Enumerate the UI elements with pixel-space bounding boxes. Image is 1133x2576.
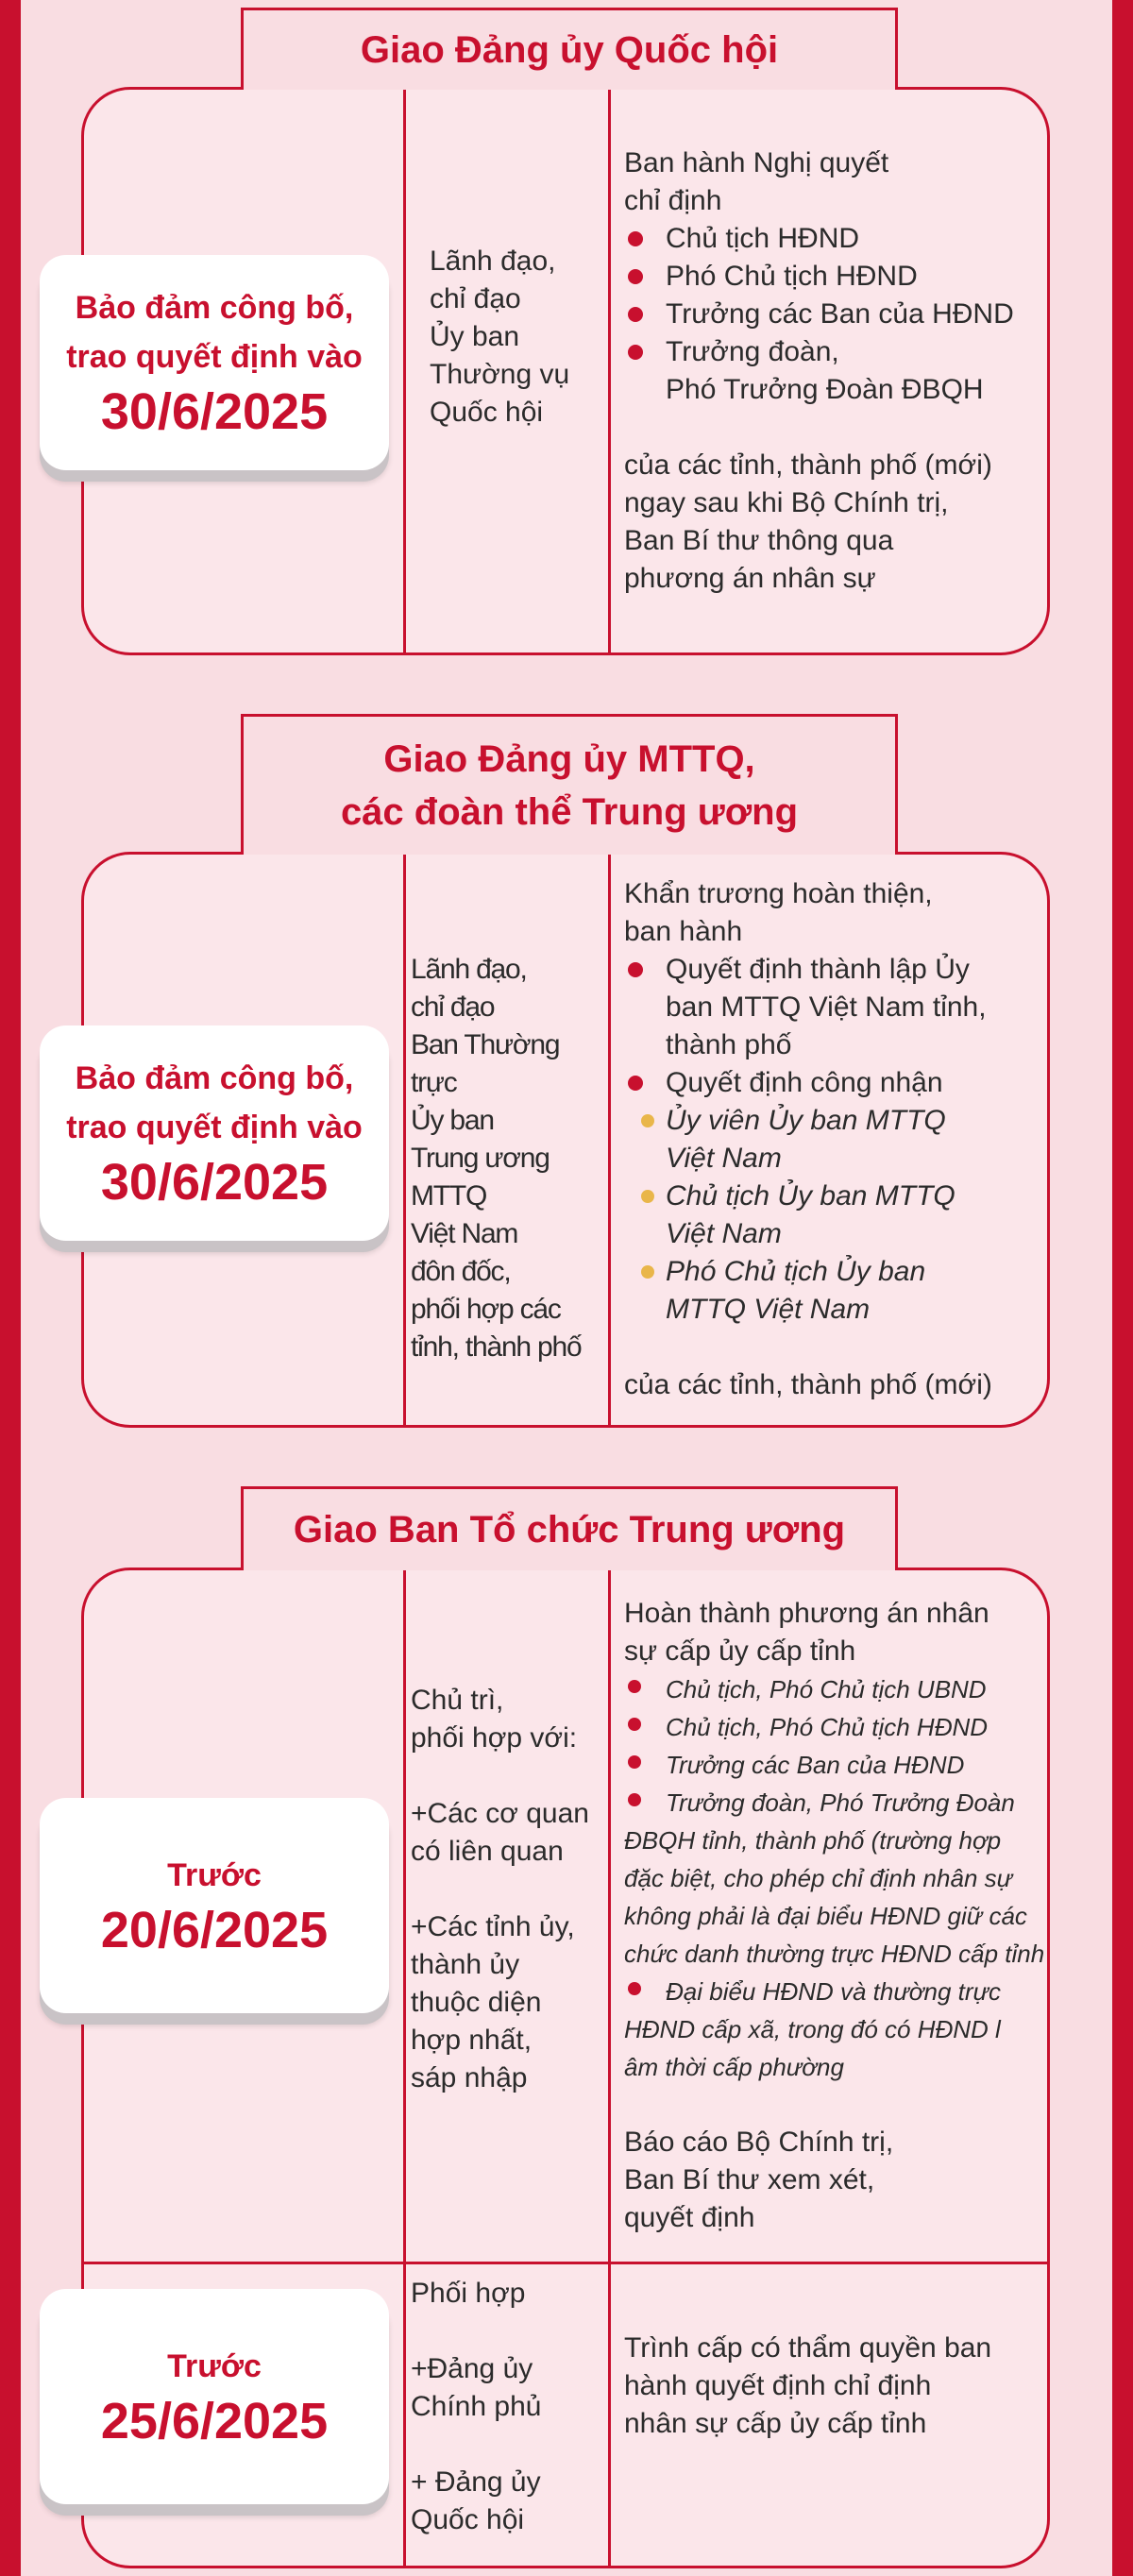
bullet-icon	[641, 1190, 654, 1203]
list-item: Chủ tịch HĐND	[624, 220, 1040, 258]
bullet-icon	[628, 1680, 641, 1693]
date-label: 20/6/2025	[100, 1902, 329, 1958]
bullet-icon	[628, 1793, 641, 1806]
section1-right-text: Ban hành Nghị quyết chỉ định Chủ tịch HĐND Phó Chủ tịch HĐND Trưởng các Ban của HĐND Trưởng đoàn, Phó Trưởng Đoàn ĐBQH của các tỉnh, thành phố (mới) ngay sau khi Bộ Chính trị, Ban Bí thư thông qua phương án nhân sự	[624, 144, 1040, 598]
divider	[608, 90, 611, 652]
left-edge-bar	[0, 0, 21, 2576]
divider	[403, 1570, 406, 2566]
bullet-icon	[628, 1076, 643, 1091]
list-item: Phó Chủ tịch HĐND	[624, 258, 1040, 296]
list-item: Trưởng các Ban của HĐND	[624, 1746, 1047, 1784]
bullet-icon	[628, 1755, 641, 1769]
date-label: 30/6/2025	[100, 383, 329, 440]
section2-right-text: Khẩn trương hoàn thiện, ban hành Quyết định thành lập Ủy ban MTTQ Việt Nam tỉnh, thành phố Quyết định công nhận Ủy viên Ủy ban MTTQ Việt Nam Chủ tịch Ủy ban MTTQ Việt Nam Phó Chủ tịch Ủy ban MTTQ Việt Nam của các tỉnh, thành phố (mới)	[624, 875, 1040, 1404]
list-subitem: Ủy viên Ủy ban MTTQ Việt Nam	[624, 1102, 1040, 1178]
bullet-icon	[628, 1718, 641, 1731]
bullet-icon	[628, 231, 643, 246]
section3-row2-date-card: Trước 25/6/2025	[40, 2289, 389, 2504]
list-item: Quyết định công nhận	[624, 1064, 1040, 1102]
bullet-icon	[628, 962, 643, 977]
section2-mid-text: Lãnh đạo, chỉ đạo Ban Thường trực Ủy ban Trung ương MTTQ Việt Nam đôn đốc, phối hợp các tỉnh, thành phố	[411, 954, 582, 1363]
list-item: Trưởng đoàn, Phó Trưởng Đoàn	[624, 1784, 1047, 1822]
section1-title-text: Giao Đảng ủy Quốc hội	[360, 29, 779, 71]
section1-date-card: Bảo đảm công bố, trao quyết định vào 30/6/2025	[40, 255, 389, 470]
bullet-icon	[641, 1114, 654, 1127]
right-edge-bar	[1112, 0, 1133, 2576]
list-item: Trưởng đoàn, Phó Trưởng Đoàn ĐBQH	[624, 333, 1040, 409]
divider	[403, 855, 406, 1425]
list-item: Quyết định thành lập Ủy ban MTTQ Việt Nam tỉnh, thành phố	[624, 951, 1040, 1064]
section3-row1-mid-text: Chủ trì, phối hợp với: +Các cơ quan có liên quan +Các tỉnh ủy, thành ủy thuộc diện hợp nhất, sáp nhập	[411, 1685, 589, 2093]
bullet-icon	[628, 307, 643, 322]
section2-title: Giao Đảng ủy MTTQ, các đoàn thể Trung ương	[241, 714, 898, 855]
bullet-icon	[628, 269, 643, 284]
section2-date-card: Bảo đảm công bố, trao quyết định vào 30/6/2025	[40, 1025, 389, 1241]
divider	[608, 1570, 611, 2566]
row-divider	[84, 2262, 1047, 2264]
section3-row2-mid-text: Phối hợp +Đảng ủy Chính phủ + Đảng ủy Quốc hội	[411, 2278, 542, 2535]
bullet-icon	[628, 1982, 641, 1995]
section3-row1-date-card: Trước 20/6/2025	[40, 1798, 389, 2013]
date-label: 30/6/2025	[100, 1154, 329, 1211]
section3-row1-right-text: Hoàn thành phương án nhân sự cấp ủy cấp tỉnh Chủ tịch, Phó Chủ tịch UBND Chủ tịch, Phó Chủ tịch HĐND Trưởng các Ban của HĐND Trưởng đoàn, Phó Trưởng Đoàn ĐBQH tỉnh, thành phố (trường hợp đặc biệt, cho phép chỉ định nhân sự không phải là đại biểu HĐND giữ các chức danh thường trực HĐND cấp tỉnh Đại biểu HĐND và thường trực HĐND cấp xã, trong đó có HĐND l âm thời cấp phường Báo cáo Bộ Chính trị, Ban Bí thư xem xét, quyết định	[624, 1595, 1047, 2237]
date-label: 25/6/2025	[100, 2393, 329, 2449]
list-item: Đại biểu HĐND và thường trực	[624, 1973, 1047, 2010]
list-item: Trưởng các Ban của HĐND	[624, 296, 1040, 333]
section3-title: Giao Ban Tổ chức Trung ương	[241, 1486, 898, 1570]
bullet-icon	[628, 345, 643, 360]
list-item: Chủ tịch, Phó Chủ tịch UBND	[624, 1670, 1047, 1708]
list-item: Chủ tịch, Phó Chủ tịch HĐND	[624, 1708, 1047, 1746]
section3-row2-right-text: Trình cấp có thẩm quyền ban hành quyết định chỉ định nhân sự cấp ủy cấp tỉnh	[624, 2332, 992, 2439]
list-subitem: Chủ tịch Ủy ban MTTQ Việt Nam	[624, 1178, 1040, 1253]
list-subitem: Phó Chủ tịch Ủy ban MTTQ Việt Nam	[624, 1253, 1040, 1329]
divider	[403, 90, 406, 652]
bullet-icon	[641, 1265, 654, 1279]
section1-title	[241, 8, 898, 90]
section1-mid-text: Lãnh đạo, chỉ đạo Ủy ban Thường vụ Quốc hội	[430, 246, 570, 428]
